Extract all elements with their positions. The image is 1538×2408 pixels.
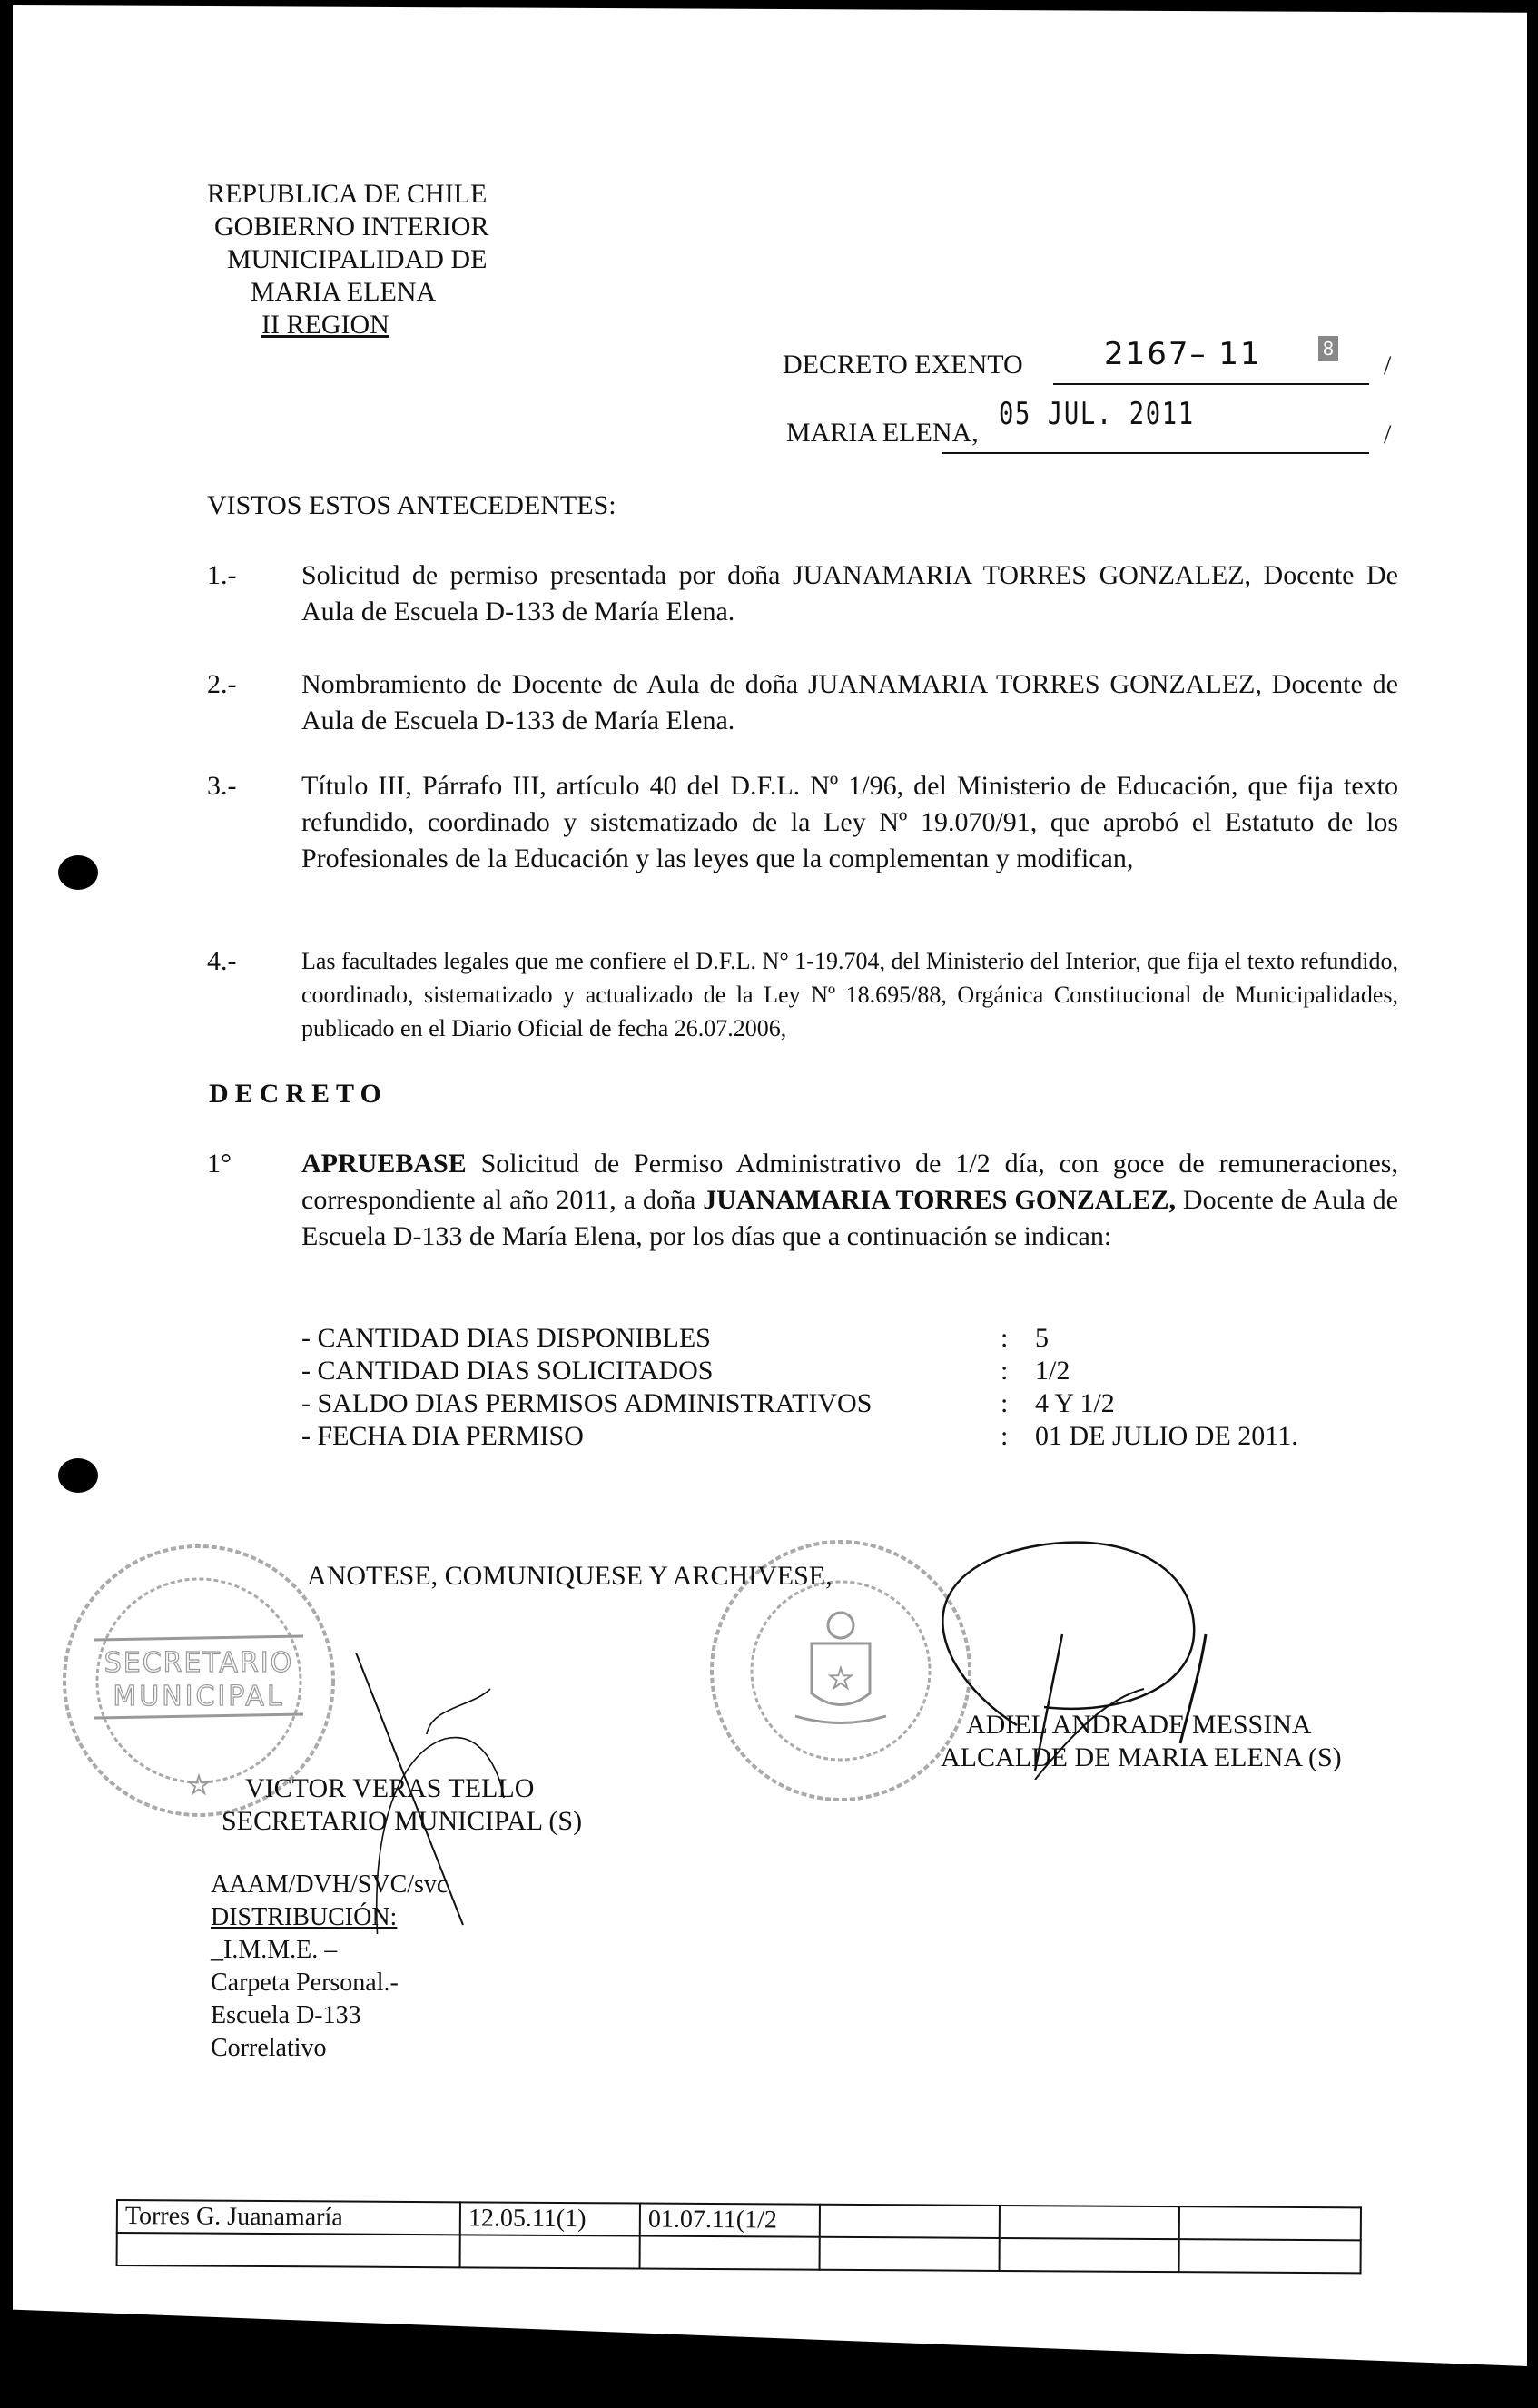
- letterhead: [207, 178, 488, 341]
- item-text: Nombramiento de Docente de Aula de doña JUANAMARIA TORRES GONZALEZ, Docente de Aula de Escuela D-133 de María Elena.: [301, 669, 1398, 735]
- item-text: Título III, Párrafo III, artículo 40 del D.F.L. Nº 1/96, del Ministerio de Educación, que fija texto refundido, coordinado y sistematizado de la Ley Nº 19.070/91, que aprobó el Estatuto de los Profesionales de la Educación y las leyes que la complementan y modifican,: [301, 771, 1398, 873]
- article-name: JUANAMARIA TORRES GONZALEZ,: [703, 1185, 1176, 1215]
- detail-colon: :: [1001, 1388, 1009, 1418]
- letterhead-region: II REGION: [261, 310, 389, 340]
- table-cell: [1179, 2206, 1361, 2240]
- punch-hole: [58, 1458, 98, 1493]
- distribution-label: DISTRIBUCIÓN:: [211, 1903, 398, 1931]
- closing-formula: ANOTESE, COMUNIQUESE Y ARCHIVESE,: [307, 1561, 833, 1591]
- article-body-1: Solicitud de Permiso Administrativo de 1/2 día, con goce de remuneraciones, correspondiente al año 2011, a doña: [301, 1149, 1398, 1215]
- initials: AAAM/DVH/SVC/svc: [211, 1870, 449, 1899]
- distribution-block: [211, 1869, 448, 2065]
- article-lead: APRUEBASE: [301, 1149, 467, 1179]
- detail-label: - CANTIDAD DIAS SOLICITADOS: [301, 1356, 714, 1386]
- detail-value: 5: [1035, 1323, 1049, 1353]
- table-cell: [1179, 2239, 1361, 2273]
- mayor-name: ADIEL ANDRADE MESSINA: [966, 1710, 1312, 1740]
- letterhead-line: GOBIERNO INTERIOR: [214, 212, 489, 242]
- line-end-mark: /: [1384, 419, 1392, 449]
- vistos-item: [207, 768, 1398, 919]
- line-end-mark: /: [1384, 350, 1392, 380]
- decreto-article: [207, 1146, 1398, 1300]
- vistos-item: [207, 944, 1398, 1053]
- svg-text:☆: ☆: [186, 1771, 212, 1801]
- vistos-item: [207, 666, 1398, 743]
- item-number: 4.-: [207, 946, 237, 976]
- article-text: [301, 1146, 1398, 1255]
- table-cell: 12.05.11(1): [460, 2202, 640, 2235]
- svg-text:☆: ☆: [826, 1663, 855, 1696]
- table-cell: [820, 2205, 1000, 2238]
- decree-number-stamp-digit: 8: [1318, 336, 1338, 361]
- distribution-item: _I.M.M.E. –: [211, 1936, 338, 1964]
- detail-label: - CANTIDAD DIAS DISPONIBLES: [301, 1323, 711, 1353]
- vistos-item: [207, 558, 1398, 634]
- detail-value: 01 DE JULIO DE 2011.: [1035, 1421, 1298, 1451]
- distribution-item: Carpeta Personal.-: [211, 1969, 399, 1997]
- article-number: 1°: [207, 1149, 232, 1179]
- svg-text:SECRETARIO: SECRETARIO: [104, 1647, 294, 1679]
- detail-value: 1/2: [1035, 1356, 1070, 1386]
- decreto-title: DECRETO: [209, 1079, 388, 1109]
- item-text: Solicitud de permiso presentada por doña JUANAMARIA TORRES GONZALEZ, Docente De Aula de Escuela D-133 de María Elena.: [301, 560, 1398, 627]
- record-table: [116, 2199, 1362, 2274]
- letterhead-line: MUNICIPALIDAD DE: [227, 244, 488, 274]
- detail-label: - FECHA DIA PERMISO: [301, 1421, 584, 1451]
- item-number: 1.-: [207, 560, 237, 590]
- detail-colon: :: [1001, 1421, 1009, 1451]
- mayor-title: ALCALDE DE MARIA ELENA (S): [941, 1742, 1342, 1772]
- table-row: [117, 2233, 1361, 2273]
- detail-value: 4 Y 1/2: [1035, 1388, 1115, 1418]
- secretary-title: SECRETARIO MUNICIPAL (S): [222, 1806, 583, 1836]
- table-cell: [1000, 2206, 1179, 2239]
- detail-label: - SALDO DIAS PERMISOS ADMINISTRATIVOS: [301, 1388, 873, 1418]
- decree-number-label: DECRETO EXENTO: [783, 350, 1023, 380]
- detail-colon: :: [1001, 1356, 1009, 1386]
- table-cell: [460, 2235, 640, 2268]
- article-body-2: Docente de Aula de Escuela D-133 de María Elena, por los días que a continuación se indican:: [301, 1185, 1398, 1251]
- svg-text:MUNICIPAL: MUNICIPAL: [113, 1681, 285, 1712]
- letterhead-line: REPUBLICA DE CHILE: [207, 179, 488, 209]
- table-cell: [1000, 2238, 1179, 2272]
- table-cell: [820, 2237, 1000, 2271]
- table-cell: 01.07.11(1/2: [640, 2204, 820, 2237]
- place-label: MARIA ELENA,: [786, 418, 979, 448]
- table-cell: [640, 2236, 820, 2270]
- letterhead-line: MARIA ELENA: [251, 277, 437, 307]
- punch-hole: [58, 855, 98, 890]
- item-text: Las facultades legales que me confiere el D.F.L. N° 1-19.704, del Ministerio del Interior, que fija el texto refundido, coordinado, sistematizado y actualizado de la Ley Nº 18.695/88, Orgánica Constitucional de Municipalidades, publicado en el Diario Oficial de fecha 26.07.2006,: [301, 948, 1398, 1041]
- table-cell: Torres G. Juanamaría: [117, 2200, 460, 2235]
- vistos-title: VISTOS ESTOS ANTECEDENTES:: [207, 490, 616, 520]
- detail-colon: :: [1001, 1323, 1009, 1353]
- distribution-item: Escuela D-133: [211, 2001, 361, 2029]
- table-cell: [117, 2233, 460, 2267]
- decree-number-stamp: 2167– 11: [1104, 336, 1262, 372]
- distribution-item: Correlativo: [211, 2034, 327, 2062]
- item-number: 3.-: [207, 771, 237, 801]
- secretary-name: VICTOR VERAS TELLO: [245, 1773, 535, 1803]
- item-number: 2.-: [207, 669, 237, 699]
- date-stamp: 05 JUL. 2011: [999, 396, 1195, 432]
